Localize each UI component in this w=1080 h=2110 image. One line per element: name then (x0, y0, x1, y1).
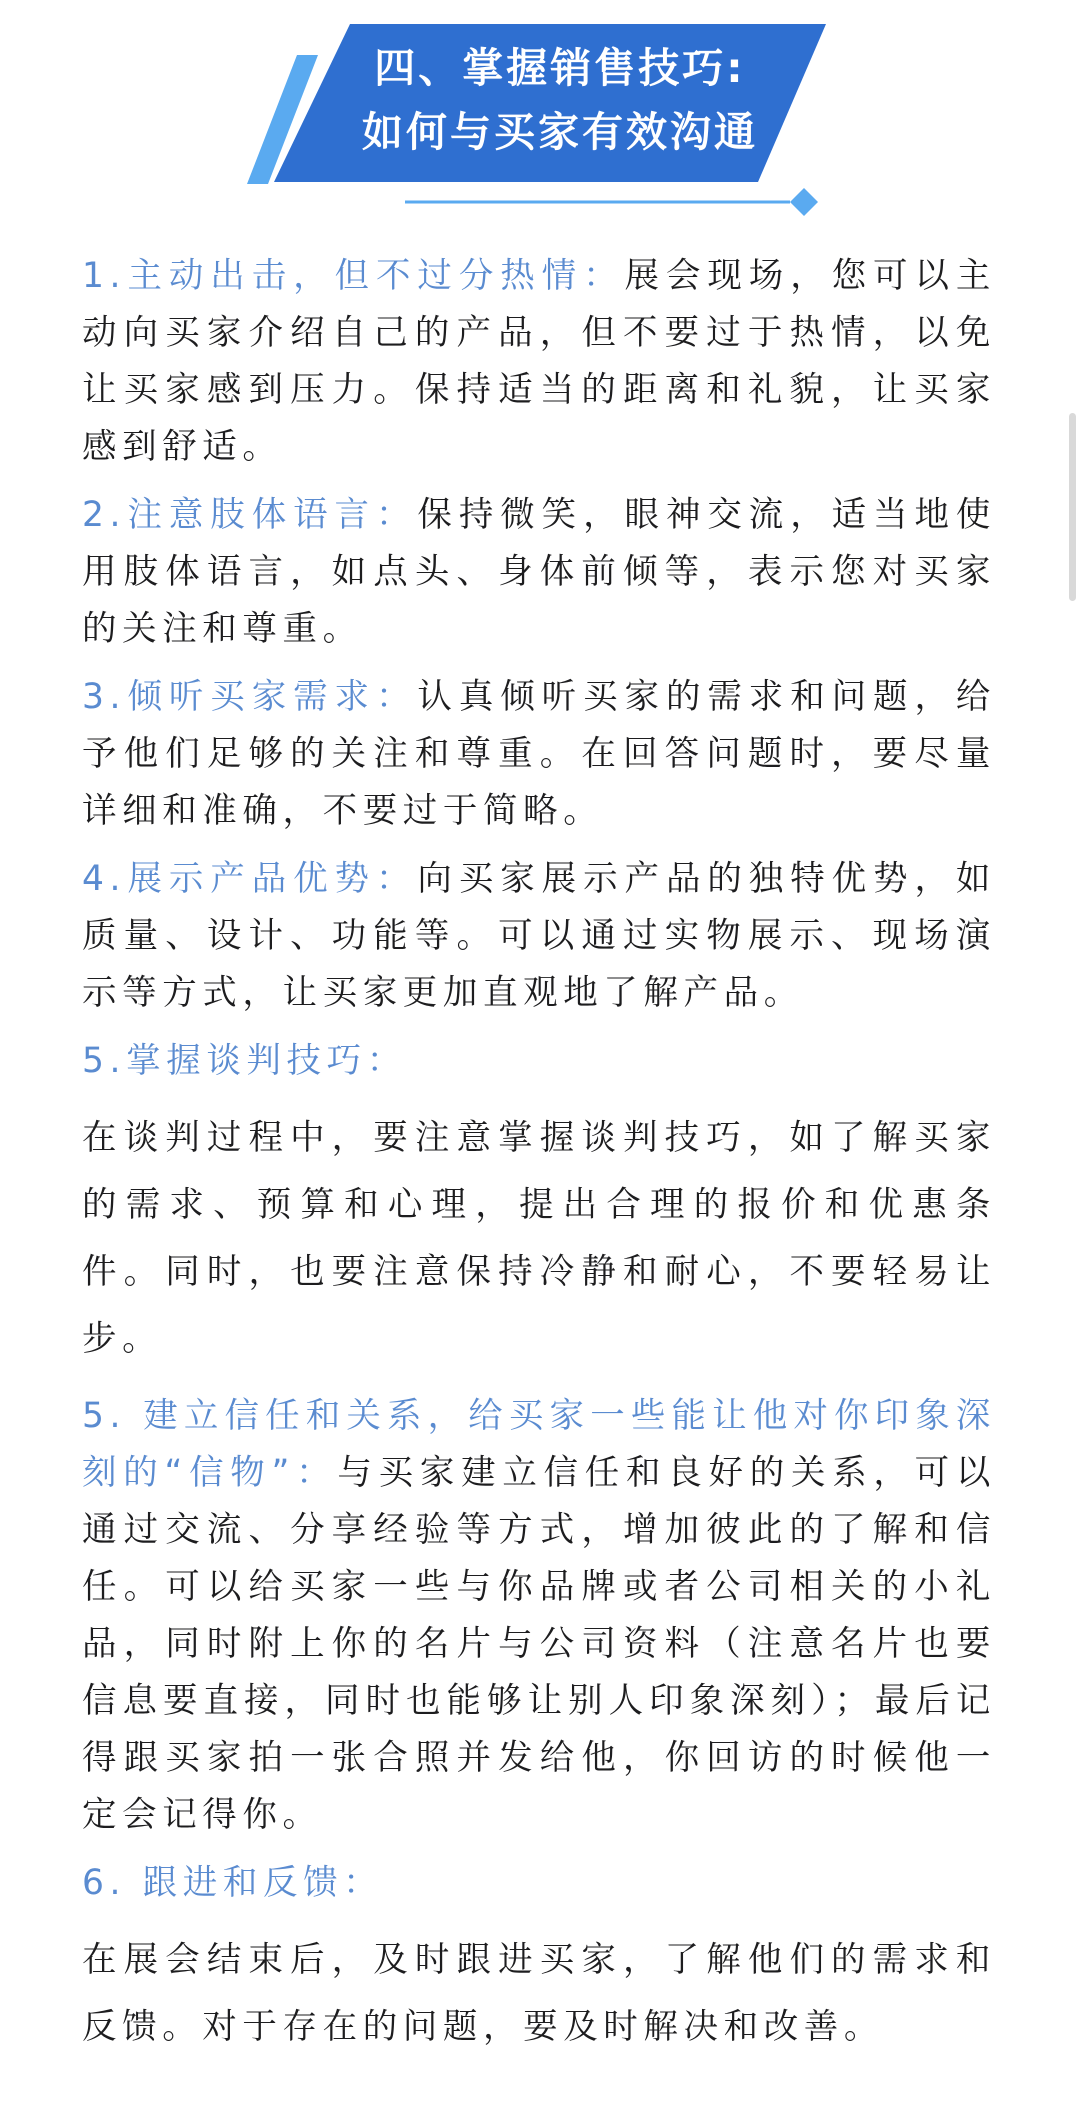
tip-2-title: 2.注意肢体语言： (82, 495, 418, 535)
scrollbar[interactable] (1069, 413, 1076, 601)
tip-3-title: 3.倾听买家需求： (82, 677, 418, 717)
tip-3 (82, 669, 996, 840)
tip-1-text: 展会现场，您可以主动向买家介绍自己的产品，但不要过于热情，以免让买家感到压力。保持适当的距离和礼貌，让买家感到舒适。 (82, 256, 996, 467)
tip-5-heading: 5.掌握谈判技巧： (82, 1041, 407, 1081)
tip-4-title: 4.展示产品优势： (82, 859, 418, 899)
tip-2-text: 保持微笑，眼神交流，适当地使用肢体语言，如点头、身体前倾等，表示您对买家的关注和尊重。 (82, 495, 996, 649)
tip-4 (82, 851, 996, 1022)
tip-4-text: 向买家展示产品的独特优势，如质量、设计、功能等。可以通过实物展示、现场演示等方式，让买家更加直观地了解产品。 (82, 859, 996, 1013)
tip-5b (82, 1388, 996, 1844)
banner-diamond-icon (790, 188, 818, 216)
tip-1 (82, 248, 996, 476)
tip-5-text: 在谈判过程中，要注意掌握谈判技巧，如了解买家的需求、预算和心理，提出合理的报价和优惠条件。同时，也要注意保持冷静和耐心，不要轻易让步。 (82, 1118, 996, 1359)
tip-5b-title: 5. 建立信任和关系，给买家一些能让他对你印象深刻的“信物”： (82, 1396, 996, 1493)
article-body (82, 248, 996, 2076)
section-banner (0, 0, 1080, 230)
tip-6-text: 在展会结束后，及时跟进买家，了解他们的需求和反馈。对于存在的问题，要及时解决和改善。 (82, 1940, 996, 2047)
title-line-1: 四、掌握销售技巧: (374, 44, 746, 92)
page-title (300, 36, 820, 164)
tip-5b-text: 与买家建立信任和良好的关系，可以通过交流、分享经验等方式，增加彼此的了解和信任。可以给买家一些与你品牌或者公司相关的小礼品，同时附上你的名片与公司资料（注意名片也要信息要直接，同时也能够让别人印象深刻）；最后记得跟买家拍一张合照并发给他，你回访的时候他一定会记得你。 (82, 1453, 996, 1835)
tip-3-text: 认真倾听买家的需求和问题，给予他们足够的关注和尊重。在回答问题时，要尽量详细和准确，不要过于简略。 (82, 677, 996, 831)
tip-6-heading: 6. 跟进和反馈： (82, 1863, 384, 1903)
title-line-2: 如何与买家有效沟通 (362, 108, 758, 156)
tip-2 (82, 487, 996, 658)
tip-1-title: 1.主动出击，但不过分热情： (82, 256, 625, 296)
